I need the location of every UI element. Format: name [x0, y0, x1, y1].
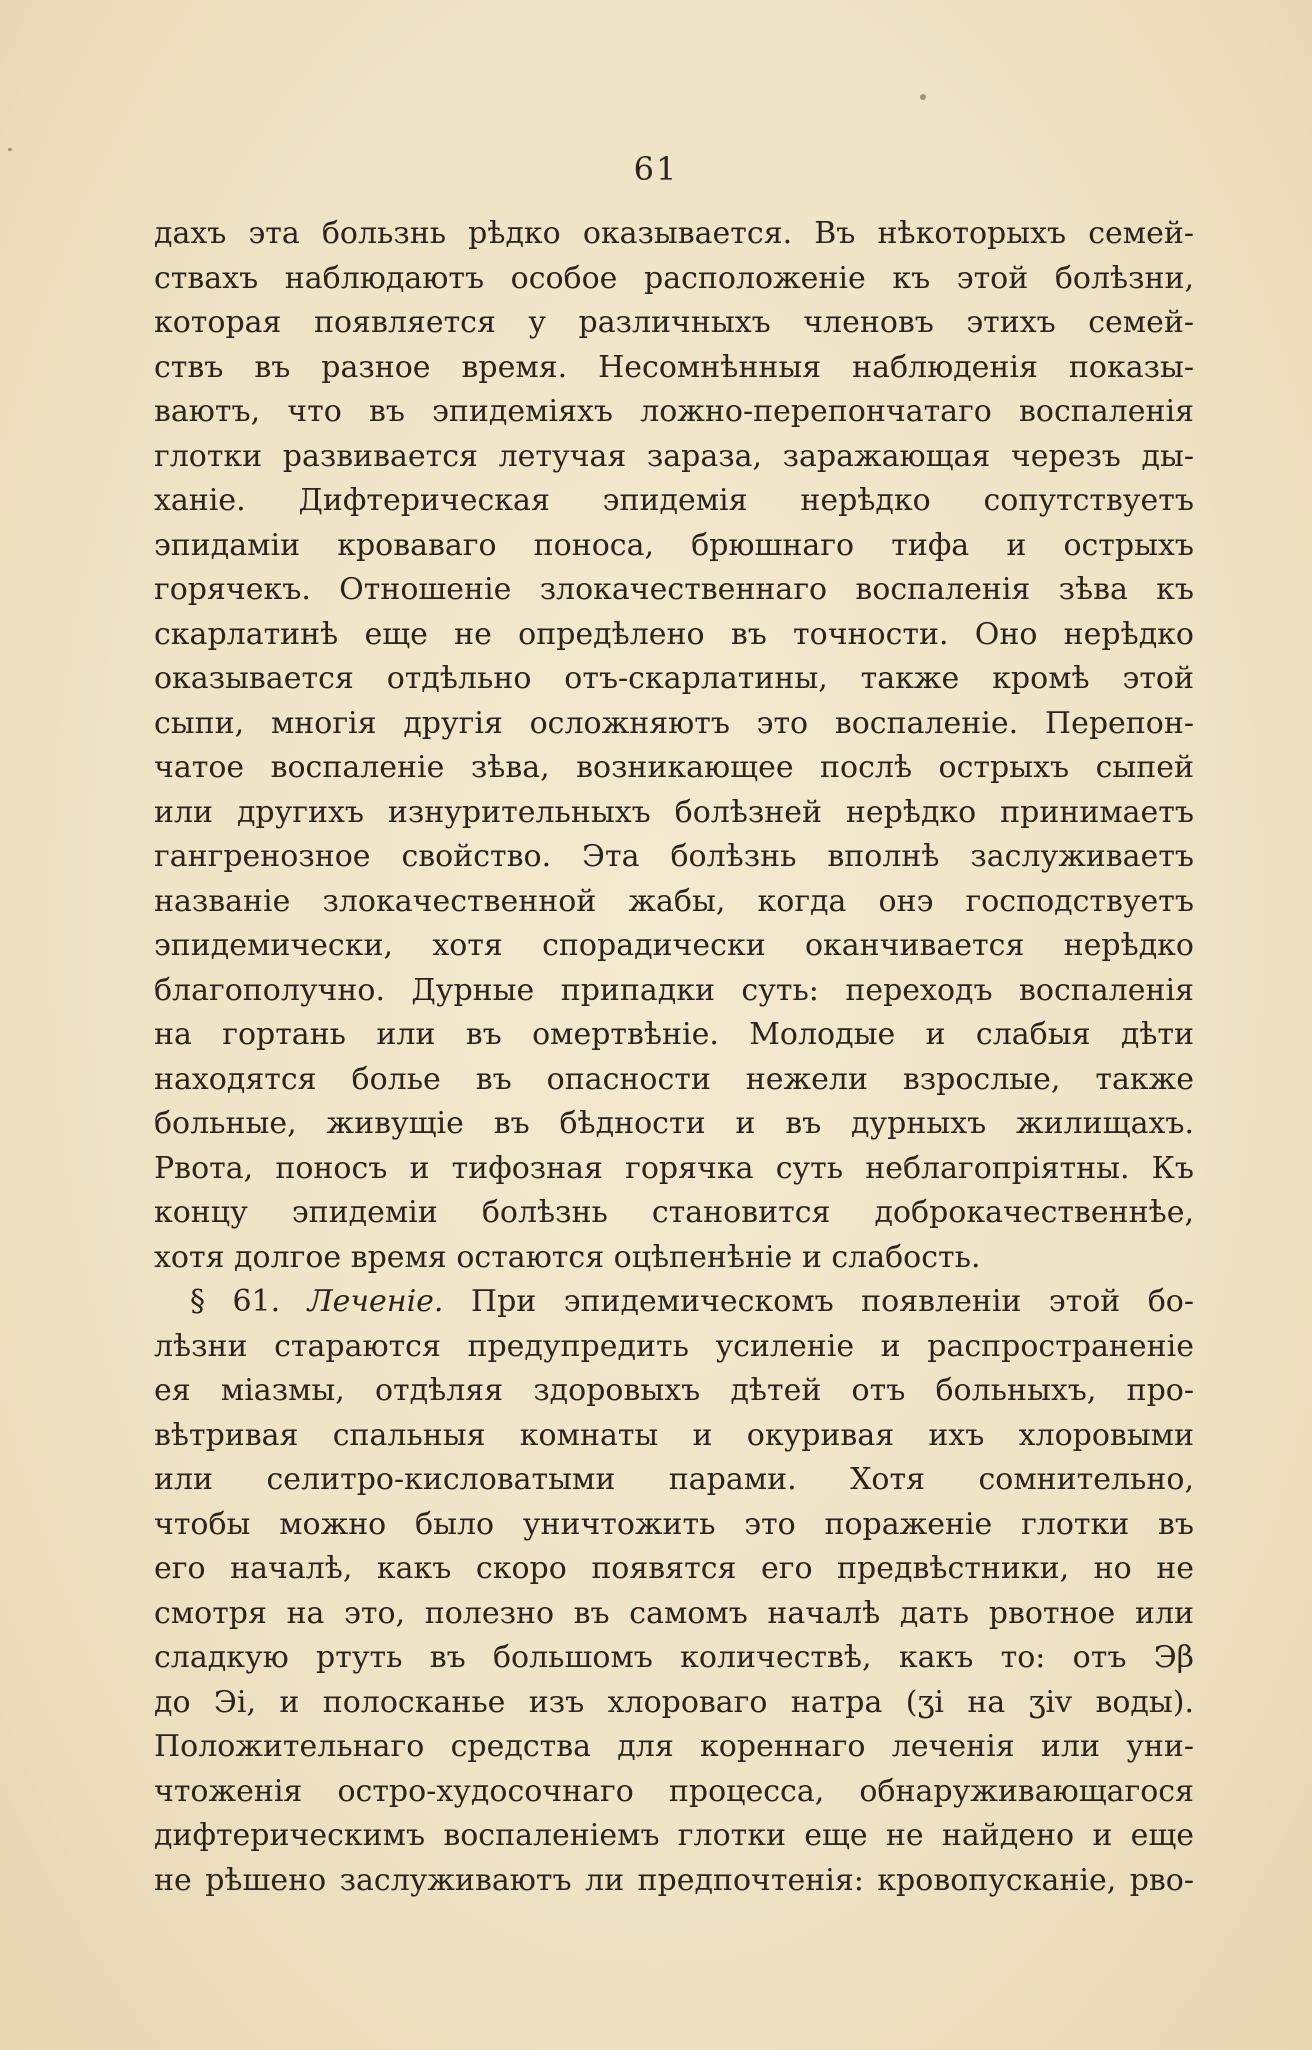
text-line: чтоженія остро-худосочнаго процесса, обнаруживающагося: [154, 1773, 1194, 1809]
text-line: дахъ эта бользнь рѣдко оказывается. Въ нѣкоторыхъ семей-: [154, 216, 1194, 251]
text-line: или селитро-кисловатыми парами. Хотя сомнительно,: [154, 1462, 1194, 1497]
section-first-line: [154, 1280, 1194, 1325]
text-line: гангренозное свойство. Эта болѣзнь вполнѣ заслуживаетъ: [154, 839, 1194, 874]
text-line: не рѣшено заслуживаютъ ли предпочтенія: кровопусканіе, рво-: [154, 1862, 1194, 1898]
text-line: оказывается отдѣльно отъ-скарлатины, также кромѣ этой: [154, 661, 1194, 696]
section-first-line-text: При эпидемическомъ появленіи этой бо-: [470, 1284, 1194, 1319]
text-line: скарлатинѣ еще не опредѣлено въ точности. Оно нерѣдко: [154, 616, 1194, 652]
text-line: сладкую ртуть въ большомъ количествѣ, какъ то: отъ Эβ: [154, 1640, 1194, 1675]
text-line: которая появляется у различныхъ членовъ этихъ семей-: [154, 305, 1194, 340]
page-number: 61: [633, 150, 679, 188]
text-line: горячекъ. Отношеніе злокачественнаго воспаленія зѣва къ: [154, 572, 1194, 607]
text-line: глотки развивается летучая зараза, заражающая черезъ ды-: [154, 438, 1194, 474]
text-line: сыпи, многія другія осложняютъ это воспаленіе. Перепон-: [154, 705, 1194, 741]
text-line: на гортань или въ омертвѣніе. Молодые и слабыя дѣти: [154, 1017, 1194, 1052]
text-line: хотя долгое время остаются оцѣпенѣніе и слабость.: [154, 1239, 981, 1275]
text-line: эпидемически, хотя спорадически оканчивается нерѣдко: [154, 928, 1194, 963]
text-line: до Эі, и полосканье изъ хлороваго натра (ʒі на ʒіv воды).: [154, 1684, 1194, 1720]
text-line: или другихъ изнурительныхъ болѣзней нерѣдко принимаетъ: [154, 794, 1194, 830]
text-line: находятся болье въ опасности нежели взрослые, также: [154, 1061, 1194, 1097]
text-line: больные, живущіе въ бѣдности и въ дурныхъ жилищахъ.: [154, 1106, 1194, 1141]
text-line: эпидаміи кроваваго поноса, брюшнаго тифа и острыхъ: [154, 527, 1194, 563]
text-line: благополучно. Дурные припадки суть: переходъ воспаленія: [154, 972, 1194, 1008]
text-line: ваютъ, что въ эпидеміяхъ ложно-перепончатаго воспаленія: [154, 394, 1194, 429]
text-line: Рвота, поносъ и тифозная горячка суть неблагопріятны. Къ: [154, 1150, 1194, 1186]
text-line: ствахъ наблюдаютъ особое расположеніе къ этой болѣзни,: [154, 260, 1194, 296]
text-line: дифтерическимъ воспаленіемъ глотки еще не найдено и еще: [154, 1818, 1194, 1853]
text-line: чтобы можно было уничтожить это пораженіе глотки въ: [154, 1506, 1194, 1542]
text-line: ствъ въ разное время. Несомнѣнныя наблюденія показы-: [154, 349, 1194, 385]
text-line: названіе злокачественной жабы, когда онэ господствуетъ: [154, 883, 1194, 919]
text-line: ея міазмы, отдѣляя здоровыхъ дѣтей отъ больныхъ, про-: [154, 1373, 1194, 1408]
section-heading: Леченіе.: [307, 1284, 444, 1319]
body-text: [154, 212, 1194, 1903]
paper-speck: [920, 94, 926, 100]
text-line: ханіе. Дифтерическая эпидемія нерѣдко сопутствуетъ: [154, 483, 1194, 518]
text-line: Положительнаго средства для кореннаго леченія или уни-: [154, 1729, 1194, 1764]
text-line: смотря на это, полезно въ самомъ началѣ дать рвотное или: [154, 1595, 1194, 1631]
text-line: чатое воспаленіе зѣва, возникающее послѣ острыхъ сыпей: [154, 750, 1194, 785]
text-line: лѣзни стараются предупредить усиленіе и распространеніе: [154, 1328, 1194, 1364]
text-line: концу эпидеміи болѣзнь становится доброкачественнѣе,: [154, 1195, 1194, 1230]
text-line: его началѣ, какъ скоро появятся его предвѣстники, но не: [154, 1551, 1194, 1586]
section-number: § 61.: [190, 1284, 281, 1319]
text-line: вѣтривая спальныя комнаты и окуривая ихъ хлоровыми: [154, 1417, 1194, 1453]
